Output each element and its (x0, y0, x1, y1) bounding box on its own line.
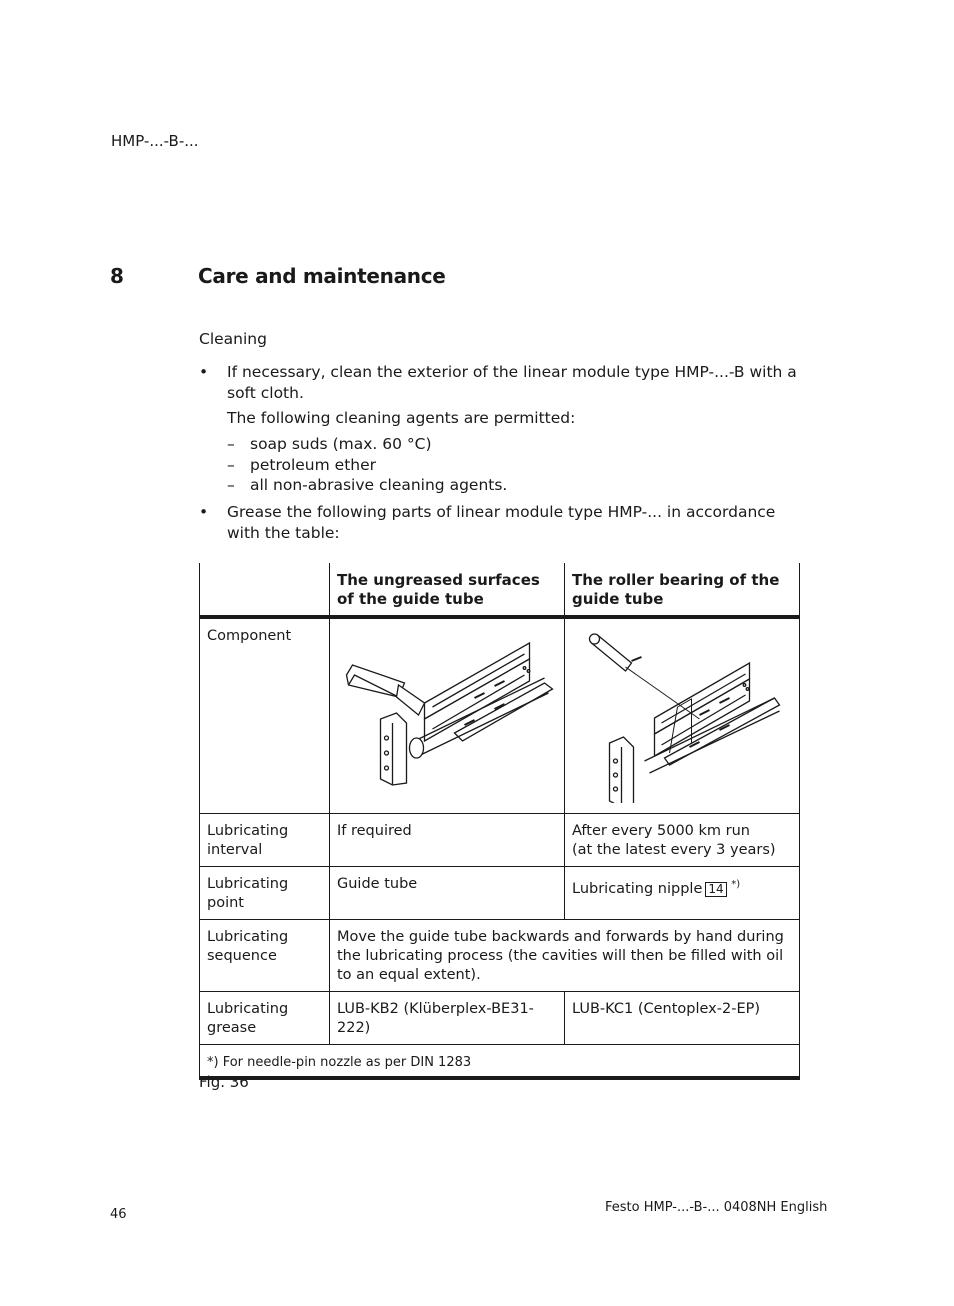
bullet-marker: • (199, 503, 209, 521)
interval-col1: If required (330, 814, 565, 867)
grease-col2: LUB-KC1 (Centoplex-2-EP) (565, 992, 800, 1045)
grease-nozzle-roller-bearing-illustration (569, 623, 795, 803)
sequence-text: Move the guide tube backwards and forwards by hand during the lubricating process (the cavities will then be filled with oil to an equal extent). (330, 920, 800, 992)
footnote-marker: *) (731, 879, 741, 890)
row-label-sequence: Lubricating sequence (200, 920, 330, 992)
point-col2: Lubricating nipple 14 *) (565, 867, 800, 920)
agent-item: – soap suds (max. 60 °C) (227, 435, 432, 453)
table-header-col1: The ungreased surfaces of the guide tube (330, 563, 565, 617)
agent-item: – all non-abrasive cleaning agents. (227, 476, 508, 494)
row-label-point: Lubricating point (200, 867, 330, 920)
row-label-grease: Lubricating grease (200, 992, 330, 1045)
footer-doc-info: Festo HMP-...-B-... 0408NH English (605, 1200, 828, 1215)
figure-label: Fig. 36 (199, 1073, 249, 1091)
table-row (200, 814, 800, 867)
table-header-empty (200, 563, 330, 617)
table-row (200, 992, 800, 1045)
page-number: 46 (110, 1207, 127, 1222)
grease-gun-guide-tube-illustration (334, 623, 560, 803)
table-row (200, 920, 800, 992)
document-code: HMP-...-B-... (111, 132, 199, 150)
cleaning-heading: Cleaning (199, 330, 267, 348)
illustration-cell-guide-tube (330, 617, 565, 814)
table-header-col2: The roller bearing of the guide tube (565, 563, 800, 617)
table-header-row (200, 563, 800, 617)
bullet-text: Grease the following parts of linear module type HMP-... in accordance with the table: (227, 503, 776, 542)
interval-col2: After every 5000 km run (at the latest every 3 years) (565, 814, 800, 867)
row-label-component: Component (200, 617, 330, 814)
bullet-marker: • (199, 363, 209, 381)
table-footnote-row (200, 1045, 800, 1079)
lubrication-table (199, 563, 800, 1080)
table-footnote: *) For needle-pin nozzle as per DIN 1283 (200, 1045, 800, 1079)
agents-intro: The following cleaning agents are permitted: (227, 409, 576, 427)
row-label-interval: Lubricating interval (200, 814, 330, 867)
grease-col1: LUB-KB2 (Klüberplex-BE31-222) (330, 992, 565, 1045)
bullet-clean-exterior (199, 362, 799, 406)
table-row (200, 867, 800, 920)
section-number: 8 (110, 264, 124, 288)
part-number-box: 14 (705, 882, 726, 897)
section-title: Care and maintenance (198, 264, 446, 288)
bullet-grease-parts (199, 502, 799, 546)
illustration-cell-roller-bearing (565, 617, 800, 814)
agent-item: – petroleum ether (227, 456, 377, 474)
bullet-text: If necessary, clean the exterior of the linear module type HMP-...-B with a soft cloth. (227, 363, 797, 402)
point-col1: Guide tube (330, 867, 565, 920)
table-row (200, 617, 800, 814)
